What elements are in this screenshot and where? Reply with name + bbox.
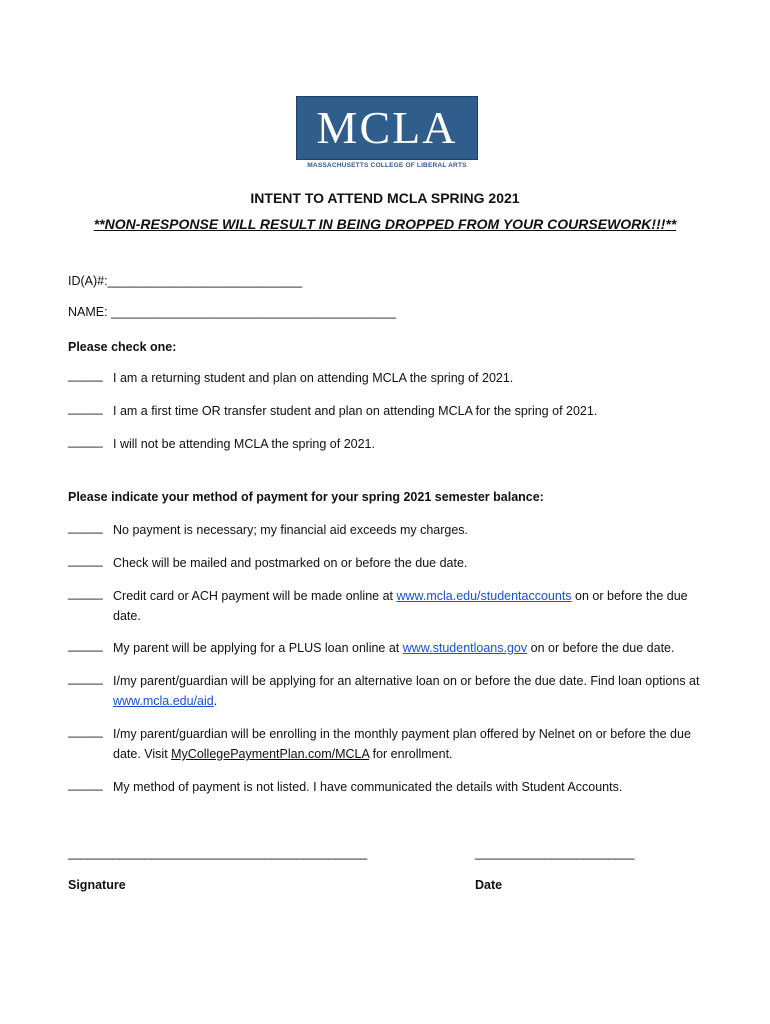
payment-option-text [113,586,708,626]
check-option-text: I will not be attending MCLA the spring of 2021. [113,437,375,451]
payment-text-pre: I/my parent/guardian will be enrolling in the monthly payment plan offered by Nelnet on or before the due date. Visit [113,727,691,761]
id-label: ID(A)#: [68,274,108,288]
payment-option-alt-loan[interactable] [68,671,708,711]
payment-blank[interactable]: _____ [68,520,103,534]
logo-box [296,96,478,160]
payment-option-text [113,638,708,658]
payment-option-text: No payment is necessary; my financial aid exceeds my charges. [113,523,469,537]
check-one-heading: Please check one: [68,340,177,354]
payment-plan-link[interactable]: MyCollegePaymentPlan.com/MCLA [171,747,370,761]
payment-text-pre: Credit card or ACH payment will be made online at [113,589,397,603]
student-accounts-link[interactable]: www.mcla.edu/studentaccounts [396,589,572,603]
id-field[interactable] [68,274,302,288]
name-blank[interactable]: _________________________________________ [111,305,397,319]
payment-text-pre: My parent will be applying for a PLUS loan online at [113,641,403,655]
check-blank[interactable]: _____ [68,434,103,448]
payment-option-not-listed[interactable] [68,777,708,797]
payment-option-check[interactable] [68,553,708,573]
date-line[interactable]: _________________________ [475,846,634,860]
studentloans-link[interactable]: www.studentloans.gov [402,641,528,655]
check-option-not-attending[interactable] [68,434,708,454]
check-blank[interactable]: _____ [68,368,103,382]
signature-label: Signature [68,878,126,892]
name-label: NAME: [68,305,112,319]
payment-blank[interactable]: _____ [68,553,103,567]
payment-option-text [113,724,708,764]
form-title: INTENT TO ATTEND MCLA SPRING 2021 [250,190,520,206]
check-blank[interactable]: _____ [68,401,103,415]
payment-option-text: My method of payment is not listed. I have communicated the details with Student Accounts. [113,780,623,794]
payment-text-post: on or before the due date. [113,589,688,623]
payment-blank[interactable]: _____ [68,586,103,600]
payment-text-pre: I/my parent/guardian will be applying for an alternative loan on or before the due date. Find loan options at [113,674,700,688]
mcla-logo [296,96,478,169]
payment-option-payment-plan[interactable] [68,724,708,764]
payment-heading: Please indicate your method of payment for your spring 2021 semester balance: [68,490,544,504]
warning-text: **NON-RESPONSE WILL RESULT IN BEING DROPPED FROM YOUR COURSEWORK!!!** [93,216,677,232]
payment-blank[interactable]: _____ [68,724,103,738]
logo-subtitle: MASSACHUSETTS COLLEGE OF LIBERAL ARTS [307,162,467,169]
aid-link[interactable]: www.mcla.edu/aid [113,694,214,708]
payment-text-post: on or before the due date. [527,641,675,655]
payment-option-plus-loan[interactable] [68,638,708,658]
check-option-first-time[interactable] [68,401,708,421]
payment-text-post: for enrollment. [369,747,453,761]
payment-text-post: . [213,694,218,708]
payment-option-text [113,671,708,711]
id-blank[interactable]: ____________________________ [107,274,303,288]
payment-blank[interactable]: _____ [68,777,103,791]
payment-blank[interactable]: _____ [68,638,103,652]
payment-option-no-payment[interactable] [68,520,708,540]
check-option-text: I am a first time OR transfer student and plan on attending MCLA for the spring of 2021. [113,404,598,418]
payment-option-text: Check will be mailed and postmarked on or before the due date. [113,556,468,570]
check-option-returning[interactable] [68,368,708,388]
logo-mark: MCLA [316,102,458,153]
payment-blank[interactable]: _____ [68,671,103,685]
name-field[interactable] [68,305,396,319]
check-option-text: I am a returning student and plan on attending MCLA the spring of 2021. [113,371,514,385]
payment-option-credit-card[interactable] [68,586,708,626]
signature-line[interactable]: _______________________________________________ [68,846,367,860]
date-label: Date [475,878,503,892]
